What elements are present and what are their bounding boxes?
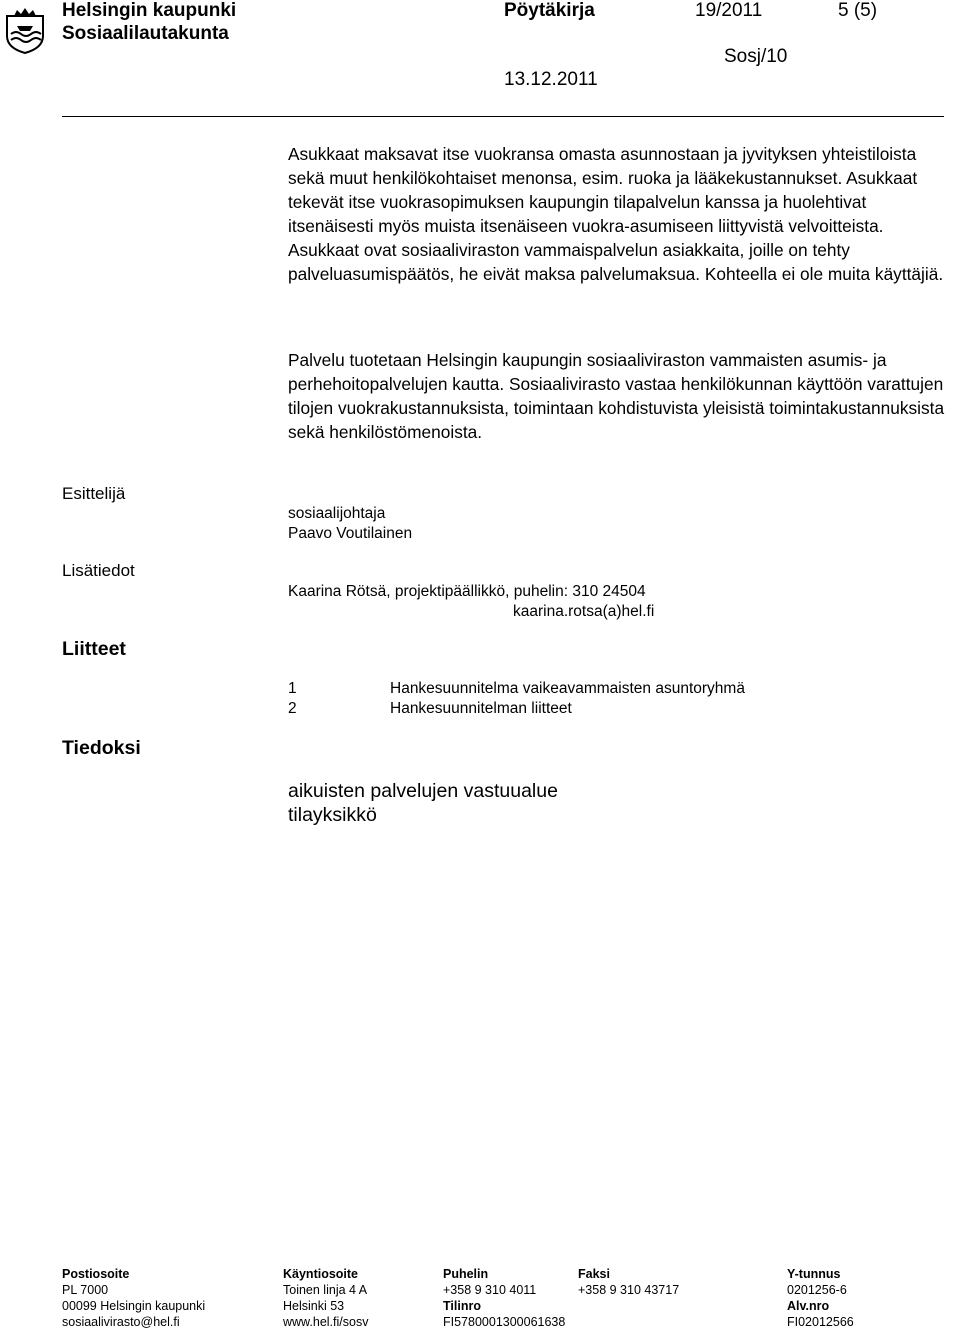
footer-ytunnus-label: Y-tunnus xyxy=(787,1267,841,1281)
footer-ytunnus: 0201256-6 xyxy=(787,1283,847,1297)
section-number: Sosj/10 xyxy=(724,46,788,67)
footer-phone: +358 9 310 4011 xyxy=(443,1283,537,1297)
footer-email: sosiaalivirasto@hel.fi xyxy=(62,1315,180,1329)
footer-vat: FI02012566 xyxy=(787,1315,854,1329)
distribution-line-2: tilayksikkö xyxy=(288,804,377,826)
document-number: 19/2011 xyxy=(695,0,763,21)
helsinki-crest-logo xyxy=(4,6,46,54)
attachments-label: Liitteet xyxy=(62,638,126,660)
footer-visit-line: Helsinki 53 xyxy=(283,1299,345,1313)
distribution-label: Tiedoksi xyxy=(62,737,141,759)
footer-postal-line: PL 7000 xyxy=(62,1283,109,1297)
distribution-line-1: aikuisten palvelujen vastuualue xyxy=(288,780,558,802)
attachment-number: 1 xyxy=(288,680,297,697)
info-email: kaarina.rotsa(a)hel.fi xyxy=(513,603,655,620)
presenter-title: sosiaalijohtaja xyxy=(288,505,386,522)
meeting-date: 13.12.2011 xyxy=(504,69,598,90)
attachment-title: Hankesuunnitelman liitteet xyxy=(390,700,572,717)
info-contact: Kaarina Rötsä, projektipäällikkö, puhelin: 310 24504 xyxy=(288,583,646,600)
footer-postal-line: 00099 Helsingin kaupunki xyxy=(62,1299,206,1313)
header-rule xyxy=(62,116,944,117)
footer-vat-label: Alv.nro xyxy=(787,1299,830,1313)
document-type: Pöytäkirja xyxy=(504,0,595,21)
presenter-name: Paavo Voutilainen xyxy=(288,525,413,542)
attachment-title: Hankesuunnitelma vaikeavammaisten asuntoryhmä xyxy=(390,680,745,697)
body-paragraph-1: Asukkaat maksavat itse vuokransa omasta asunnostaan ja jyvityksen yhteistiloista sekä muut henkilökohtaiset menonsa, esim. ruoka ja lääkekustannukset. Asukkaat tekevät itse vuokrasopimuksen kaupungin tilapalvelun kanssa ja huolehtivat itsenäisesti myös muista itsenäiseen vuokra-asumiseen liittyvistä velvoitteista. Asukkaat ovat sosiaaliviraston vammaispalvelun asiakkaita, joille on tehty palveluasumispäätös, he eivät maksa palvelumaksua. Kohteella ei ole muita käyttäjiä. xyxy=(288,144,944,284)
footer-visit-label: Käyntiosoite xyxy=(283,1267,359,1281)
footer-phone-label: Puhelin xyxy=(443,1267,489,1281)
body-paragraph-2: Palvelu tuotetaan Helsingin kaupungin sosiaaliviraston vammaisten asumis- ja perhehoitopalvelujen kautta. Sosiaalivirasto vastaa henkilökunnan käyttöön varattujen tilojen vuokrakustannuksista, toimintaan kohdistuvista yleisistä toimintakustannuksista sekä henkilöstömenoista. xyxy=(288,350,945,442)
footer-website: www.hel.fi/sosv xyxy=(283,1315,369,1329)
committee-name: Sosiaalilautakunta xyxy=(62,23,229,44)
presenter-label: Esittelijä xyxy=(62,484,126,503)
footer-account: FI5780001300061638 xyxy=(443,1315,566,1329)
page-number: 5 (5) xyxy=(838,0,878,21)
footer-postal-label: Postiosoite xyxy=(62,1267,130,1281)
info-label: Lisätiedot xyxy=(62,561,135,580)
footer-fax: +358 9 310 43717 xyxy=(578,1283,680,1297)
footer-fax-label: Faksi xyxy=(578,1267,610,1281)
attachment-number: 2 xyxy=(288,700,297,717)
footer-visit-line: Toinen linja 4 A xyxy=(283,1283,368,1297)
footer-account-label: Tilinro xyxy=(443,1299,481,1313)
organization-name: Helsingin kaupunki xyxy=(62,0,237,21)
